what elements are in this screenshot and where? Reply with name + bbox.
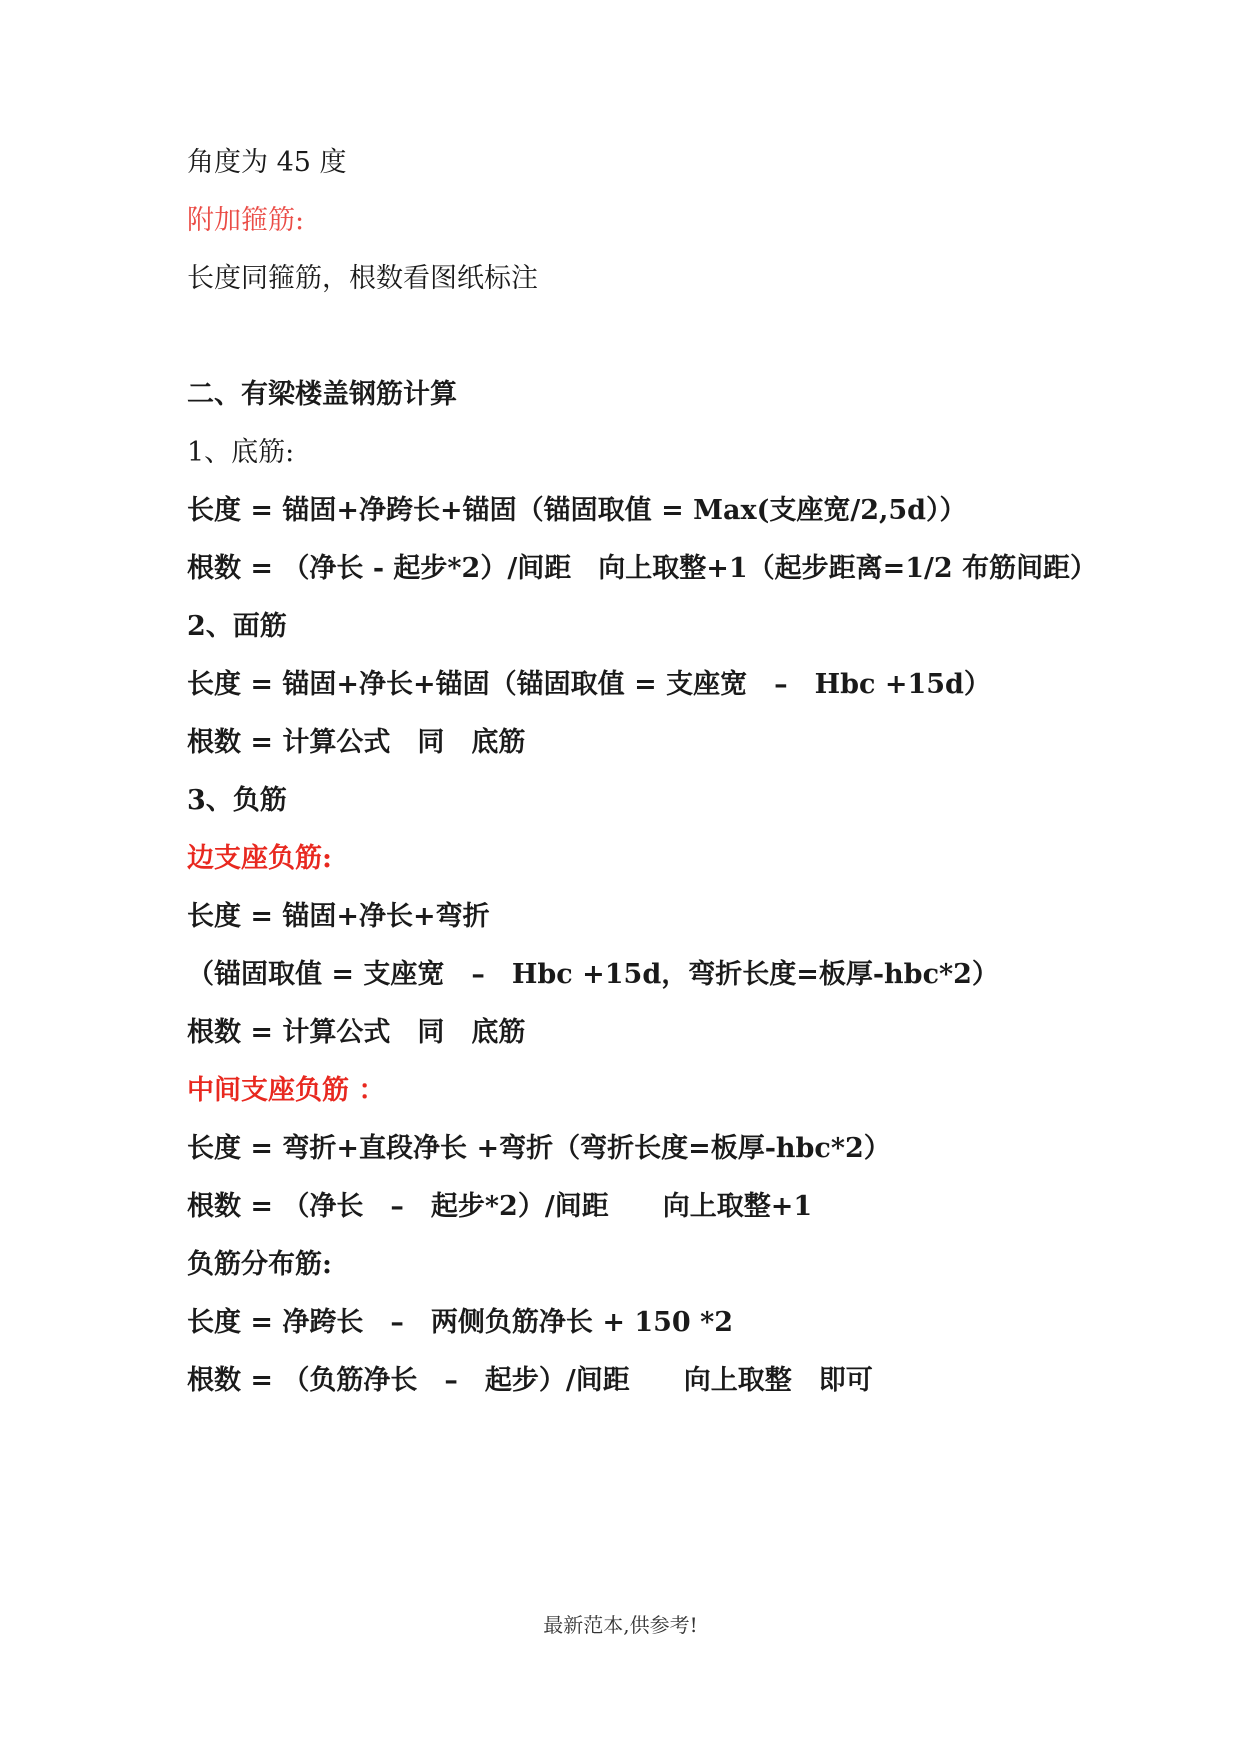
formula-bottom-count: 根数 = （净长 - 起步*2）/间距 向上取整+1（起步距离=1/2 布筋间距） <box>187 553 1098 584</box>
heading-edge-support-negative-bar: 边支座负筋: <box>187 843 332 874</box>
formula-middle-length: 长度 = 弯折+直段净长 +弯折（弯折长度=板厚-hbc*2） <box>187 1133 891 1164</box>
subheading-distribution-bar: 负筋分布筋: <box>187 1249 332 1280</box>
formula-distribution-length: 长度 = 净跨长 – 两侧负筋净长 + 150 *2 <box>187 1307 734 1338</box>
text-stirrup-length: 长度同箍筋，根数看图纸标注 <box>187 263 538 294</box>
formula-distribution-count: 根数 = （负筋净长 – 起步）/间距 向上取整 即可 <box>187 1365 873 1396</box>
text-angle-45: 角度为 45 度 <box>187 147 347 178</box>
formula-edge-count: 根数 = 计算公式 同 底筋 <box>187 1017 526 1048</box>
subheading-negative-bar: 3、负筋 <box>187 785 287 816</box>
subheading-top-bar: 2、面筋 <box>187 611 287 642</box>
subheading-bottom-bar: 1、底筋: <box>187 437 295 468</box>
page-footer: 最新范本,供参考! <box>543 1613 698 1637</box>
heading-additional-stirrup: 附加箍筋: <box>187 205 305 236</box>
formula-edge-length: 长度 = 锚固+净长+弯折 <box>187 901 490 932</box>
formula-middle-count: 根数 = （净长 – 起步*2）/间距 向上取整+1 <box>187 1191 813 1222</box>
formula-top-count: 根数 = 计算公式 同 底筋 <box>187 727 526 758</box>
formula-bottom-length: 长度 = 锚固+净跨长+锚固（锚固取值 = Max(支座宽/2,5d）） <box>187 495 967 526</box>
formula-edge-anchor-note: （锚固取值 = 支座宽 – Hbc +15d，弯折长度=板厚-hbc*2） <box>187 959 999 990</box>
section-heading-beam-floor: 二、有梁楼盖钢筋计算 <box>187 379 457 410</box>
formula-top-length: 长度 = 锚固+净长+锚固（锚固取值 = 支座宽 – Hbc +15d） <box>187 669 991 700</box>
heading-middle-support-negative-bar: 中间支座负筋 ： <box>187 1075 386 1106</box>
